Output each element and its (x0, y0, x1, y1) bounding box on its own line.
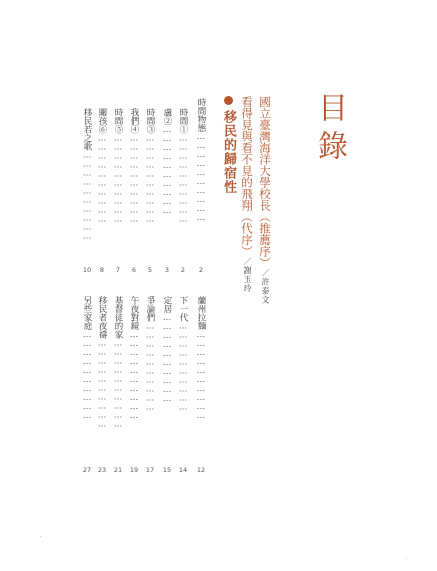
page-number: 10 (82, 266, 92, 274)
dot-leader: ………………………… (113, 338, 123, 429)
page-number: 19 (129, 466, 139, 474)
dot-leader: ………………………… (178, 133, 188, 224)
dot-leader: ………………………… (129, 133, 139, 224)
page-number: 5 (147, 266, 153, 274)
page-number: 6 (131, 266, 137, 274)
preface-title: 國立臺灣海洋大學校長（推薦序） (258, 96, 272, 269)
toc-entry-label: 蘭州拉麵 (196, 296, 206, 330)
page-number: 12 (196, 466, 206, 474)
dot-leader: ………………………… (82, 330, 92, 420)
page-number: 17 (145, 466, 155, 474)
dot-leader: ………………………… (145, 133, 155, 224)
bullet-dot-icon (224, 96, 233, 105)
toc-entry-label: 時間⑤ (113, 108, 123, 134)
dot-leader: ………………………… (162, 125, 172, 215)
dot-leader: ………………………… (196, 330, 206, 420)
dot-leader: ………………………… (178, 321, 188, 412)
toc-entry-label: 時間物態 (196, 98, 206, 132)
preface-author: ／許泰文 (261, 268, 270, 305)
toc-entry[interactable] (97, 296, 107, 462)
toc-entry-label: 時間① (178, 108, 188, 134)
preface-entry-2[interactable] (240, 96, 254, 293)
toc-entry[interactable] (129, 296, 139, 462)
page-number: 21 (113, 466, 123, 474)
toc-entry[interactable] (145, 296, 155, 462)
toc-entry[interactable] (97, 108, 107, 262)
page-number: 2 (198, 266, 204, 274)
page-number: 2 (180, 266, 186, 274)
toc-entry-label: 關孩⑥ (97, 108, 107, 134)
page-number: 14 (178, 466, 188, 474)
section-heading (219, 96, 238, 194)
toc-entry[interactable] (178, 108, 188, 262)
page-number: 27 (82, 466, 92, 474)
toc-entry[interactable] (162, 296, 172, 462)
toc-entry-label: 移民若之歌 (82, 108, 92, 151)
toc-entry[interactable] (178, 296, 188, 462)
toc-entry[interactable] (82, 296, 92, 462)
toc-entry[interactable] (145, 108, 155, 262)
toc-entry-label: 時間③ (145, 108, 155, 134)
toc-entry[interactable] (196, 98, 206, 262)
dot-leader: ………………………… (196, 132, 206, 222)
toc-entry-label: 爭論們 (145, 296, 155, 322)
dot-leader: ………………………… (129, 330, 139, 420)
dot-leader: ………………………… (97, 338, 107, 429)
page-number: 23 (97, 466, 107, 474)
toc-entry[interactable] (129, 108, 139, 262)
toc-entry-label: 移民者夜禱 (97, 296, 107, 339)
toc-entry[interactable] (113, 108, 123, 262)
toc-entry[interactable] (162, 108, 172, 262)
toc-entry-label: 下一代 (178, 296, 188, 322)
preface-author: ／謝玉玲 (243, 257, 252, 293)
dot-leader: ………………………… (162, 313, 172, 403)
toc-entry-label: 定居 (162, 296, 172, 313)
toc-entry[interactable] (82, 108, 92, 262)
toc-entry-label: 基督徒的家 (113, 296, 123, 339)
toc-entry-label: 另些家庭 (82, 296, 92, 330)
toc-entry-label: 盧② (162, 108, 172, 125)
dot-leader: ………………………… (113, 133, 123, 224)
preface-entry-1[interactable] (258, 96, 272, 305)
page-number: 7 (115, 266, 121, 274)
toc-entry-label: 我們④ (129, 108, 139, 134)
toc-entry[interactable] (113, 296, 123, 462)
dot-leader: ………………………… (82, 150, 92, 241)
page-number: 3 (164, 266, 170, 274)
dot-leader: ………………………… (97, 133, 107, 224)
toc-title: 目錄 (312, 92, 347, 168)
toc-entry[interactable] (196, 296, 206, 462)
toc-entry-label: 午夜對鏡 (129, 296, 139, 330)
page-number: 15 (162, 466, 172, 474)
page-number: 8 (99, 266, 105, 274)
preface-title: 看得見與看不見的飛翔（代序） (240, 96, 254, 257)
dot-leader: ………………………… (145, 321, 155, 412)
section-label: 移民的歸宿性 (221, 110, 236, 194)
